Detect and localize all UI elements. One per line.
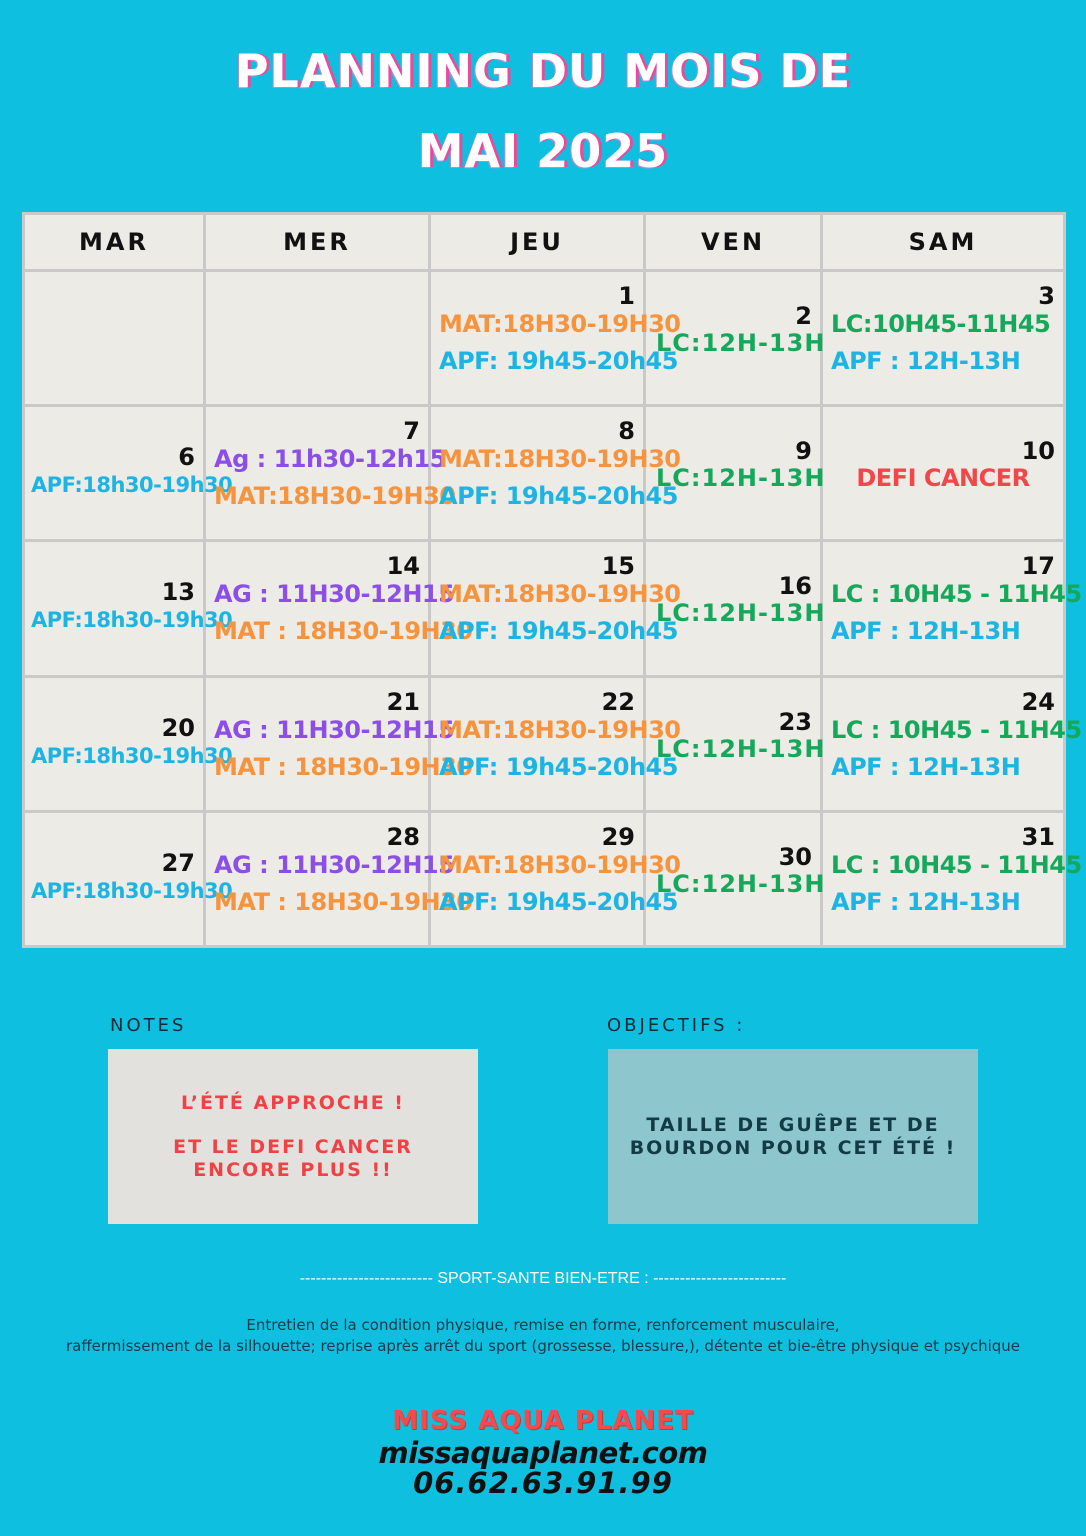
notes-line3: ENCORE PLUS !! [193,1159,393,1181]
day-number: 7 [403,417,420,446]
day-number: 2 [795,302,812,330]
event-label: Ag : 11h30-12h15 [214,445,446,474]
day-cell [645,271,826,406]
event-label: APF: 19h45-20h45 [439,482,678,511]
day-header-mar: MAR [24,214,205,271]
day-number: 29 [601,822,635,851]
day-number: 13 [161,578,195,607]
notes-box [108,1049,478,1224]
event-label: APF : 12H-13H [831,752,1021,781]
notes-label: NOTES [110,1015,187,1036]
day-cell [24,406,233,541]
event-label: MAT:18H30-19H30 [439,715,681,744]
day-cell [24,811,233,946]
day-number: 6 [178,443,195,472]
page-title-line1: PLANNING DU MOIS DE [234,44,852,98]
event-label: LC:12H-13H [656,329,826,357]
event-label: LC : 10H45 - 11H45 [831,580,1082,609]
day-cell [24,541,233,676]
event-label: APF : 12H-13H [831,617,1021,646]
day-cell [24,676,233,811]
event-label: APF: 19h45-20h45 [439,752,678,781]
event-label: MAT:18H30-19H30 [439,580,681,609]
day-number: 16 [778,572,812,601]
event-label: MAT : 18H30-19H30 [214,617,473,646]
day-cell [205,271,430,406]
day-number: 30 [778,842,812,871]
day-cell [24,271,205,406]
day-number: 24 [1021,687,1055,716]
description-line2: raffermissement de la silhouette; reprise après arrêt du sport (grossesse, blessure,), détente et bie-être physique et psychique [65,1337,1021,1355]
event-label: MAT:18H30-19H30 [439,310,681,338]
description-line1: Entretien de la condition physique, remise en forme, renforcement musculaire, [246,1316,840,1334]
day-number: 17 [1021,552,1055,581]
event-label: LC:12H-13H [656,599,826,628]
day-cell [205,406,456,541]
day-number: 28 [386,822,420,851]
website-text: missaquaplanet.com [378,1436,708,1470]
phone-number: 06.62.63.91.99 [413,1466,673,1500]
event-label: AG : 11H30-12H15 [214,715,455,744]
day-number: 31 [1021,822,1055,851]
event-label: LC:12H-13H [656,869,826,898]
event-label: LC:12H-13H [656,464,826,493]
calendar-table [22,212,1082,948]
event-label: APF : 12H-13H [831,887,1021,916]
day-cell [430,541,681,676]
day-number: 8 [618,417,635,446]
day-cell [645,676,826,811]
event-label: APF:18h30-19h30 [31,878,233,903]
event-label: MAT:18H30-19H30 [214,482,456,511]
notes-line1: L’ÉTÉ APPROCHE ! [181,1092,405,1114]
event-label: LC:12H-13H [656,734,826,763]
objectifs-label: OBJECTIFS : [607,1015,746,1036]
event-label: MAT:18H30-19H30 [439,445,681,474]
event-label: APF:18h30-19h30 [31,743,233,768]
day-cell [430,271,681,406]
event-label: MAT : 18H30-19H30 [214,887,473,916]
day-cell [822,811,1082,946]
objectifs-box [608,1049,978,1224]
day-cell [822,541,1082,676]
section-divider: ------------------------- SPORT-SANTE BIEN-ETRE : ------------------------- [299,1270,787,1287]
day-header-jeu: JEU [430,214,645,271]
day-cell [822,271,1065,406]
day-cell [430,811,681,946]
day-number: 23 [778,707,812,736]
event-label: APF: 19h45-20h45 [439,617,678,646]
day-cell [205,541,473,676]
objectifs-line1: TAILLE DE GUÊPE ET DE [646,1114,940,1136]
event-label: APF: 19h45-20h45 [439,347,678,375]
day-number: 15 [601,552,635,581]
event-label: AG : 11H30-12H15 [214,850,455,879]
day-number: 21 [386,687,420,716]
day-number: 9 [795,437,812,466]
day-number: 14 [386,552,420,581]
event-label: APF: 19h45-20h45 [439,887,678,916]
day-cell [430,676,681,811]
event-label: LC : 10H45 - 11H45 [831,715,1082,744]
event-label: APF : 12H-13H [831,347,1021,375]
event-label: LC:10H45-11H45 [831,310,1051,338]
day-header-mer: MER [205,214,430,271]
day-cell [205,811,473,946]
event-label: MAT : 18H30-19H30 [214,752,473,781]
day-header-sam: SAM [822,214,1065,271]
day-number: 20 [161,713,195,742]
day-number: 27 [161,848,195,877]
day-cell [822,676,1082,811]
day-cell [205,676,473,811]
day-cell [645,541,826,676]
day-cell [430,406,681,541]
event-label: MAT:18H30-19H30 [439,850,681,879]
event-label: APF:18h30-19h30 [31,608,233,633]
event-label: DEFI CANCER [856,464,1030,493]
objectifs-line2: BOURDON POUR CET ÉTÉ ! [629,1137,957,1159]
event-label: LC : 10H45 - 11H45 [831,850,1082,879]
event-label: APF:18h30-19h30 [31,473,233,498]
day-number: 10 [1021,437,1055,466]
day-cell [822,406,1065,541]
day-cell [645,406,826,541]
day-header-ven: VEN [645,214,822,271]
day-number: 3 [1038,282,1055,310]
event-label: AG : 11H30-12H15 [214,580,455,609]
day-number: 22 [601,687,635,716]
page-title-line2: MAI 2025 [417,124,669,178]
notes-line2: ET LE DEFI CANCER [173,1136,413,1158]
brand-name: MISS AQUA PLANET [392,1406,694,1436]
day-cell [645,811,826,946]
day-number: 1 [618,282,635,310]
